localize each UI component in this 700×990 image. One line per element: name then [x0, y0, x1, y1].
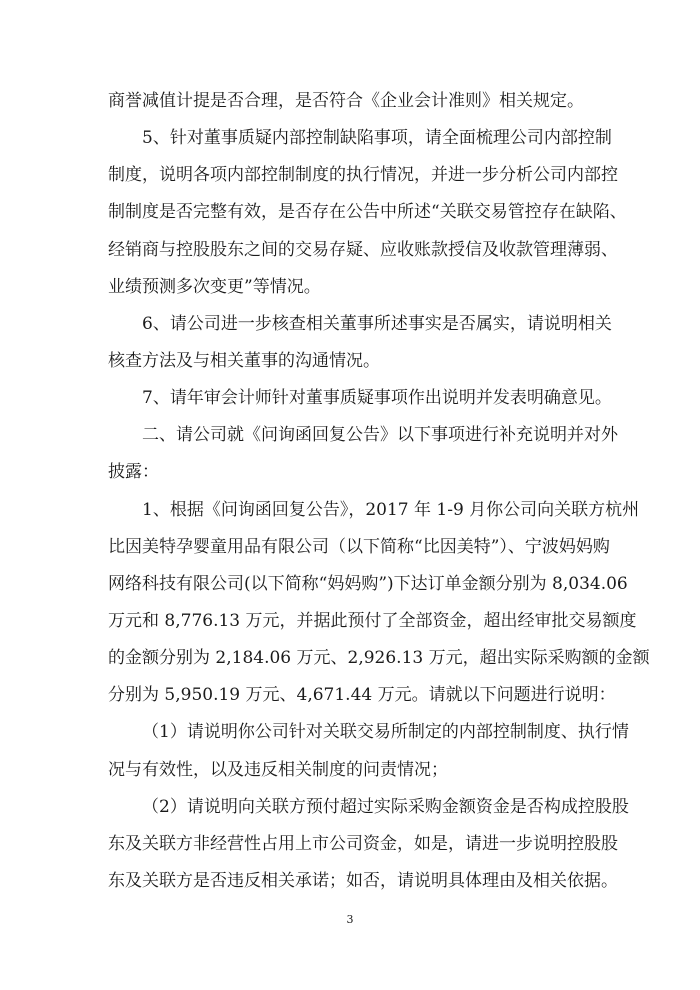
- text-line: 商誉减值计提是否合理，是否符合《企业会计准则》相关规定。: [108, 91, 584, 111]
- text-line: 比因美特孕婴童用品有限公司（以下简称“比因美特”）、宁波妈妈购: [108, 537, 610, 557]
- text-line: 况与有效性，以及违反相关制度的问责情况；: [108, 760, 448, 780]
- text-line: （2）请说明向关联方预付超过实际采购金额资金是否构成控股股: [142, 797, 629, 817]
- text-line: 业绩预测多次变更”等情况。: [108, 277, 321, 297]
- text-line: 东及关联方是否违反相关承诺；如否，请说明具体理由及相关依据。: [108, 871, 618, 891]
- text-line: 7、请年审会计师针对董事质疑事项作出说明并发表明确意见。: [142, 388, 612, 408]
- text-line: 网络科技有限公司(以下简称“妈妈购”)下达订单金额分别为 8,034.06: [108, 574, 628, 594]
- text-line: 分别为 5,950.19 万元、4,671.44 万元。请就以下问题进行说明：: [108, 685, 616, 705]
- text-line: 经销商与控股股东之间的交易存疑、应收账款授信及收款管理薄弱、: [108, 240, 618, 260]
- text-line: 二、请公司就《问询函回复公告》以下事项进行补充说明并对外: [142, 425, 618, 445]
- text-line: 东及关联方非经营性占用上市公司资金，如是，请进一步说明控股股: [108, 834, 618, 854]
- text-line: 万元和 8,776.13 万元，并据此预付了全部资金，超出经审批交易额度: [108, 611, 637, 631]
- text-line: 1、根据《问询函回复公告》，2017 年 1-9 月你公司向关联方杭州: [142, 500, 640, 520]
- text-line: 制度，说明各项内部控制制度的执行情况，并进一步分析公司内部控: [108, 165, 618, 185]
- text-line: 6、请公司进一步核查相关董事所述事实是否属实，请说明相关: [142, 314, 612, 334]
- text-line: 披露：: [108, 462, 159, 482]
- text-line: 5、针对董事质疑内部控制缺陷事项，请全面梳理公司内部控制: [142, 128, 612, 148]
- text-line: 核查方法及与相关董事的沟通情况。: [108, 351, 380, 371]
- text-line: 的金额分别为 2,184.06 万元、2,926.13 万元，超出实际采购额的金额: [108, 648, 650, 668]
- page-number: 3: [346, 913, 354, 926]
- text-line: 制制度是否完整有效，是否存在公告中所述“关联交易管控存在缺陷、: [108, 202, 627, 222]
- text-line: （1）请说明你公司针对关联交易所制定的内部控制制度、执行情: [142, 722, 629, 742]
